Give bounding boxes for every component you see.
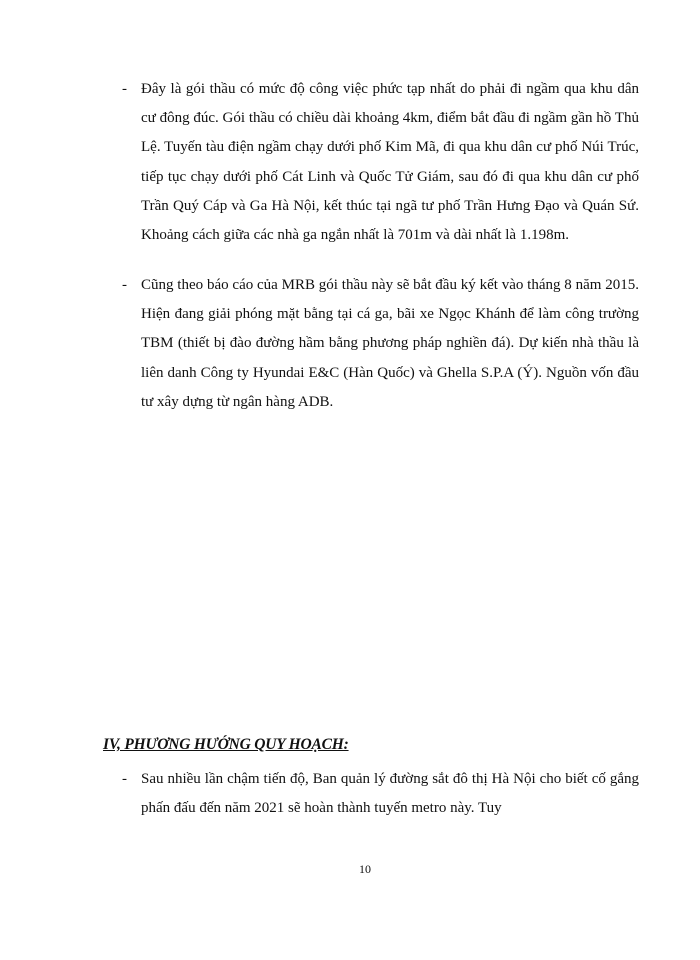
bullet-marker: - bbox=[122, 81, 127, 97]
bullet-paragraph: Đây là gói thầu có mức độ công việc phức tạp nhất do phải đi ngầm qua khu dân cư đông đúc. Gói thầu có chiều dài khoảng 4km, điểm bắt đầu đi ngầm gần hồ Thủ Lệ. Tuyến tàu điện ngầm chạy dưới phố Kim Mã, đi qua khu dân cư phố Núi Trúc, tiếp tục chạy dưới phố Cát Linh và Quốc Tử Giám, sau đó đi qua khu dân cư phố Trần Quý Cáp và Ga Hà Nội, kết thúc tại ngã tư phố Trần Hưng Đạo và Quán Sứ. Khoảng cách giữa các nhà ga ngắn nhất là 701m và dài nhất là 1.198m. bbox=[141, 81, 639, 244]
page-number: 10 bbox=[359, 862, 371, 876]
bullet-marker: - bbox=[122, 277, 127, 293]
bullet-paragraph: Sau nhiều lần chậm tiến độ, Ban quản lý đường sắt đô thị Hà Nội cho biết cố gắng phấn đấu đến năm 2021 sẽ hoàn thành tuyến metro này. Tuy bbox=[141, 771, 639, 817]
bullet-marker: - bbox=[122, 771, 127, 787]
section-heading: IV, PHƯƠNG HƯỚNG QUY HOẠCH: bbox=[103, 736, 349, 753]
bullet-paragraph: Cũng theo báo cáo của MRB gói thầu này sẽ bắt đầu ký kết vào tháng 8 năm 2015. Hiện đang giải phóng mặt bằng tại cá ga, bãi xe Ngọc Khánh để làm công trường TBM (thiết bị đào đường hầm bằng phương pháp nghiền đá). Dự kiến nhà thầu là liên danh Công ty Hyundai E&C (Hàn Quốc) và Ghella S.P.A (Ý). Nguồn vốn đầu tư xây dựng từ ngân hàng ADB. bbox=[141, 277, 639, 410]
